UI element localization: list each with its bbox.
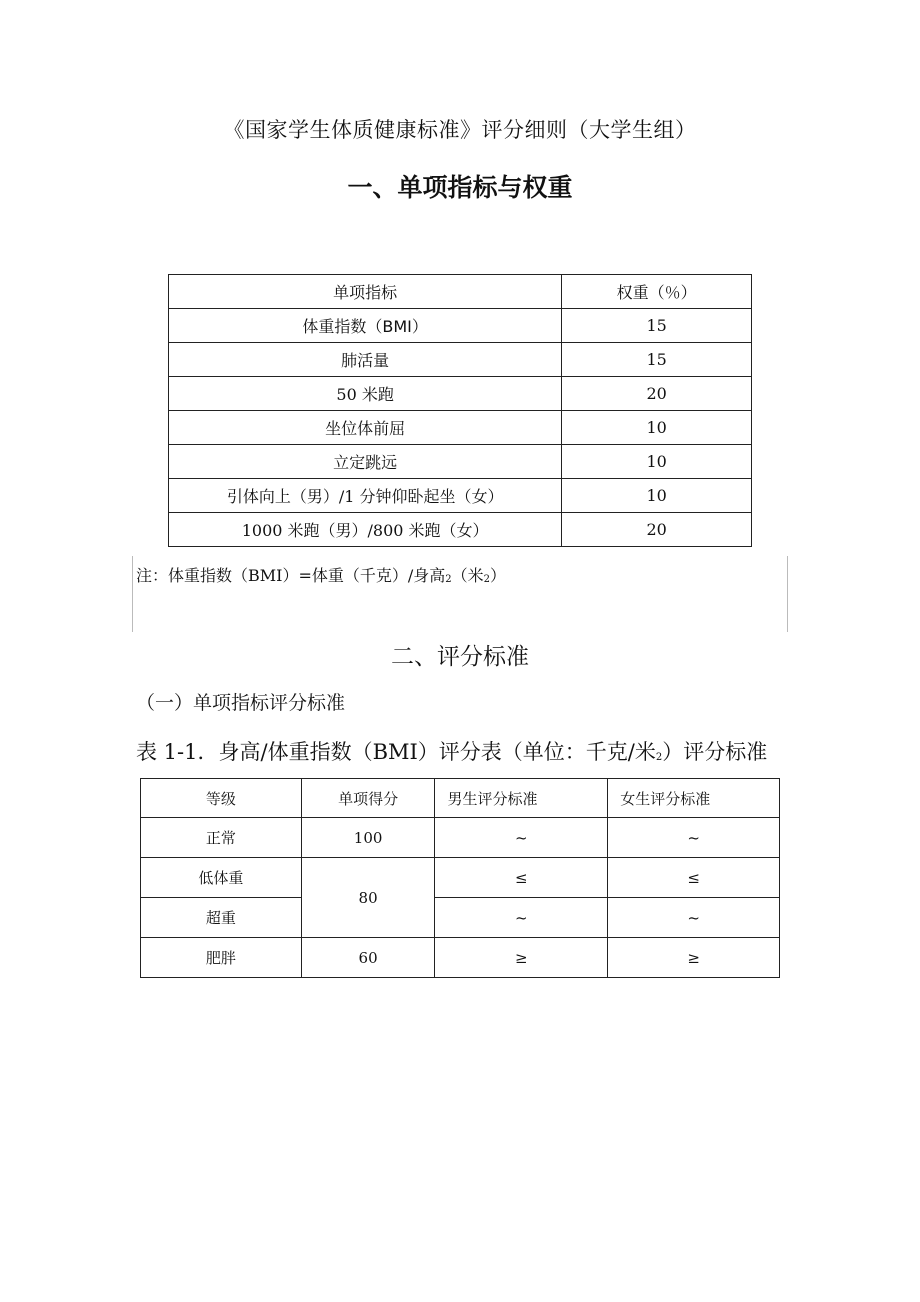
score-cell: 60 bbox=[301, 938, 435, 978]
female-cell: ~ bbox=[608, 898, 780, 938]
male-cell: ~ bbox=[435, 898, 608, 938]
male-cell: ≤ bbox=[435, 858, 608, 898]
header-female: 女生评分标准 bbox=[608, 779, 780, 818]
note-prefix: 注：体重指数（BMI）=体重（千克）/身高 bbox=[136, 566, 446, 585]
weights-table-header bbox=[169, 275, 752, 309]
weight-cell: 20 bbox=[562, 377, 752, 411]
female-cell: ~ bbox=[608, 818, 780, 858]
weight-cell: 15 bbox=[562, 309, 752, 343]
table-row bbox=[169, 343, 752, 377]
item-cell: 坐位体前屈 bbox=[169, 411, 562, 445]
item-cell: 肺活量 bbox=[169, 343, 562, 377]
table-row bbox=[141, 858, 780, 898]
grade-cell: 超重 bbox=[141, 898, 302, 938]
table-row bbox=[169, 479, 752, 513]
score-cell: 80 bbox=[301, 858, 435, 938]
caption-sub: 2 bbox=[655, 752, 663, 763]
section2-title: 二、评分标准 bbox=[391, 644, 529, 670]
note-sub1: 2 bbox=[445, 574, 452, 585]
subsection1-title: （一）单项指标评分标准 bbox=[136, 692, 346, 714]
grade-cell: 肥胖 bbox=[141, 938, 302, 978]
bmi-table bbox=[140, 778, 780, 978]
note-suffix: ） bbox=[490, 566, 507, 585]
female-cell: ≥ bbox=[608, 938, 780, 978]
grade-cell: 正常 bbox=[141, 818, 302, 858]
table-row bbox=[141, 818, 780, 858]
header-male: 男生评分标准 bbox=[435, 779, 608, 818]
item-cell: 1000 米跑（男）/800 米跑（女） bbox=[169, 513, 562, 547]
bmi-table-header bbox=[141, 779, 780, 818]
item-cell: 50 米跑 bbox=[169, 377, 562, 411]
note-mid: （米 bbox=[451, 566, 484, 585]
table-row bbox=[169, 513, 752, 547]
table-row bbox=[169, 309, 752, 343]
weight-cell: 10 bbox=[562, 411, 752, 445]
weights-table bbox=[168, 274, 752, 547]
table-row bbox=[169, 377, 752, 411]
grade-cell: 低体重 bbox=[141, 858, 302, 898]
item-cell: 体重指数（BMI） bbox=[169, 309, 562, 343]
note-sub2: 2 bbox=[483, 574, 491, 585]
weight-cell: 10 bbox=[562, 445, 752, 479]
table-row bbox=[141, 938, 780, 978]
caption-prefix: 表 1-1．身高/体重指数（BMI）评分表（单位：千克/米 bbox=[136, 740, 656, 764]
section1-title: 一、单项指标与权重 bbox=[347, 173, 573, 202]
bmi-note bbox=[136, 563, 506, 586]
male-cell: ~ bbox=[435, 818, 608, 858]
item-cell: 立定跳远 bbox=[169, 445, 562, 479]
table-row bbox=[141, 898, 780, 938]
header-weight: 权重（％） bbox=[562, 275, 752, 309]
table-row bbox=[169, 445, 752, 479]
header-grade: 等级 bbox=[141, 779, 302, 818]
header-item: 单项指标 bbox=[169, 275, 562, 309]
weight-cell: 15 bbox=[562, 343, 752, 377]
male-cell: ≥ bbox=[435, 938, 608, 978]
female-cell: ≤ bbox=[608, 858, 780, 898]
weight-cell: 20 bbox=[562, 513, 752, 547]
document-title: 《国家学生体质健康标准》评分细则（大学生组） bbox=[223, 118, 697, 142]
item-cell: 引体向上（男）/1 分钟仰卧起坐（女） bbox=[169, 479, 562, 513]
table-row bbox=[169, 411, 752, 445]
weight-cell: 10 bbox=[562, 479, 752, 513]
table-caption bbox=[136, 736, 767, 766]
score-cell: 100 bbox=[301, 818, 435, 858]
caption-suffix: ）评分标准 bbox=[662, 740, 768, 764]
header-score: 单项得分 bbox=[301, 779, 435, 818]
